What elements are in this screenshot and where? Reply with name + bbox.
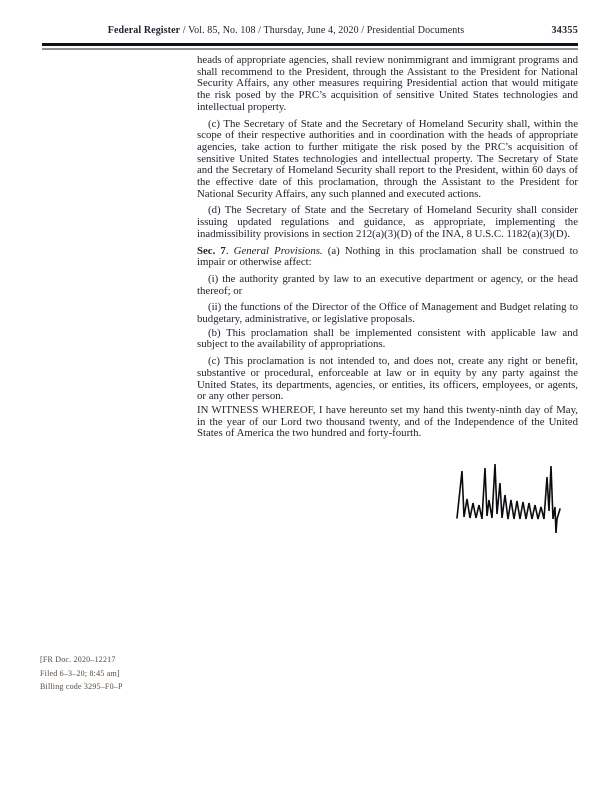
billing-code: Billing code 3295–F0–P xyxy=(40,682,123,691)
journal-name: Federal Register xyxy=(107,25,181,36)
sec7-separator: . xyxy=(225,244,234,257)
paragraph-witness: IN WITNESS WHEREOF, I have hereunto set my hand this twenty-ninth day of May, in the year of our Lord two thousand twenty, and of the Independence of the United States of America the two hundred and forty-fourth. xyxy=(197,403,578,440)
running-head-title xyxy=(42,24,530,37)
presidential-signature xyxy=(452,455,572,540)
filed-date: Filed 6–3–20; 8:45 am] xyxy=(40,668,120,678)
issue-info: / Vol. 85, No. 108 / Thursday, June 4, 2020 / Presidential Documents xyxy=(180,25,465,36)
header-rule-thick xyxy=(42,43,578,46)
paragraph-c1: (c) The Secretary of State and the Secretary of Homeland Security shall, within the scope of their respective authorities and in coordination with the heads of appropriate agencies, take action to further mitigate the risk posed by the PRC’s acquisition of sensitive United States technologies and intellectual property. The Secretary of State and the Secretary of Homeland Security shall report to the President, within 60 days of the effective date of this proclamation, through the Assistant to the President for National Security Affairs, any such planned and executed actions. xyxy=(197,117,578,200)
header-rule-thin xyxy=(42,48,578,50)
page-number: 34355 xyxy=(551,25,578,36)
paragraph-c2: (c) This proclamation is not intended to, and does not, create any right or benefit, substantive or procedural, enforceable at law or in equity by any party against the United States, its departments, agencies, or entities, its officers, employees, or agents, or any other person. xyxy=(197,355,578,403)
filing-footer xyxy=(40,653,123,694)
paragraph-b: (b) This proclamation shall be implemented consistent with applicable law and subject to the availability of appropriations. xyxy=(197,326,578,351)
paragraph-ii: (ii) the functions of the Director of the Office of Management and Budget relating to budgetary, administrative, or legislative proposals. xyxy=(197,301,578,326)
sec7-title: General Provisions. xyxy=(233,244,323,257)
paragraph-continuation: heads of appropriate agencies, shall review nonimmigrant and immigrant programs and shall recommend to the President, through the Assistant to the President for National Security Affairs, any other measures requiring Presidential action that would mitigate the risk posed by the PRC’s acquisition of sensitive United States technologies and intellectual property. xyxy=(197,54,578,113)
paragraph-d: (d) The Secretary of State and the Secretary of Homeland Security shall consider issuing updated regulations and guidance, as appropriate, implementing the inadmissibility provisions in section 212(a)(3)(D) of the INA, 8 U.S.C. 1182(a)(3)(D). xyxy=(197,204,578,240)
sec7-text: (a) Nothing in this proclamation shall be construed to impair or otherwise affect: xyxy=(197,244,578,269)
sec7-label: Sec. 7 xyxy=(197,244,226,257)
document-body xyxy=(197,55,578,440)
fr-doc-number: [FR Doc. 2020–12217 xyxy=(40,655,116,664)
paragraph-i: (i) the authority granted by law to an executive department or agency, or the head thereof; or xyxy=(197,272,578,297)
paragraph-sec7 xyxy=(197,246,578,269)
